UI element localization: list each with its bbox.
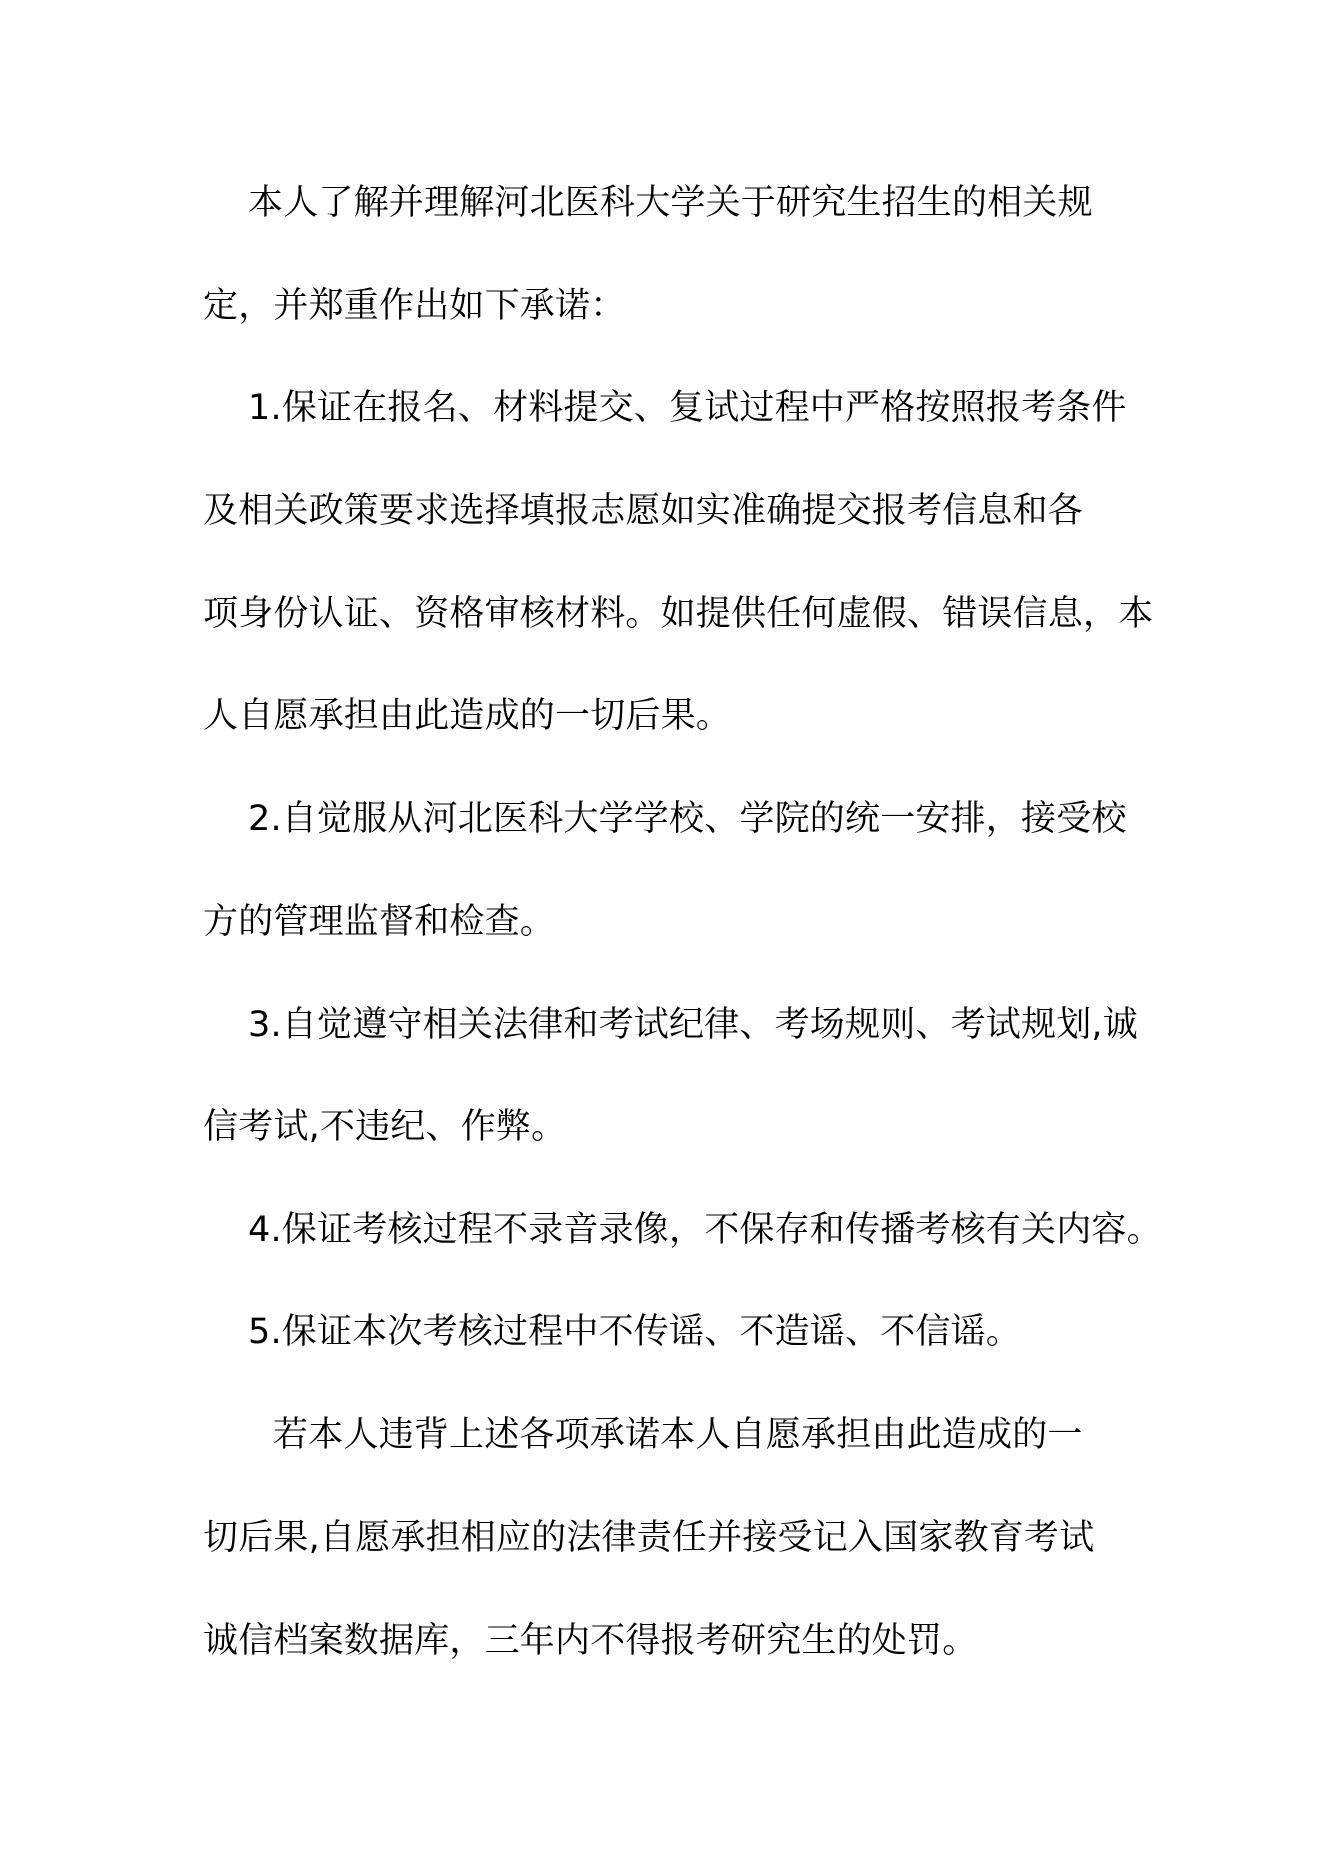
item3-line-2: 信考试,不违纪、作弊。 bbox=[203, 1107, 567, 1147]
item1-line-1: 1.保证在报名、材料提交、复试过程中严格按照报考条件 bbox=[248, 388, 1127, 428]
item4-line-1: 4.保证考核过程不录音录像，不保存和传播考核有关内容。 bbox=[248, 1210, 1162, 1250]
intro-line-1: 本人了解并理解河北医科大学关于研究生招生的相关规 bbox=[248, 183, 1093, 223]
item1-line-3: 项身份认证、资格审核材料。如提供任何虚假、错误信息，本 bbox=[203, 594, 1154, 634]
closing-line-3: 诚信档案数据库，三年内不得报考研究生的处罚。 bbox=[203, 1621, 978, 1661]
item2-line-1: 2.自觉服从河北医科大学学校、学院的统一安排，接受校 bbox=[248, 799, 1127, 839]
item1-line-2: 及相关政策要求选择填报志愿如实准确提交报考信息和各 bbox=[203, 491, 1084, 531]
item3-line-1: 3.自觉遵守相关法律和考试纪律、考场规则、考试规划,诚 bbox=[248, 1005, 1138, 1045]
item2-line-2: 方的管理监督和检查。 bbox=[203, 902, 556, 942]
item1-line-4: 人自愿承担由此造成的一切后果。 bbox=[203, 696, 732, 736]
closing-line-1: 若本人违背上述各项承诺本人自愿承担由此造成的一 bbox=[273, 1415, 1083, 1455]
item5-line-1: 5.保证本次考核过程中不传谣、不造谣、不信谣。 bbox=[248, 1312, 1021, 1352]
intro-line-2: 定，并郑重作出如下承诺： bbox=[203, 286, 626, 326]
closing-line-2: 切后果,自愿承担相应的法律责任并接受记入国家教育考试 bbox=[203, 1518, 1095, 1558]
